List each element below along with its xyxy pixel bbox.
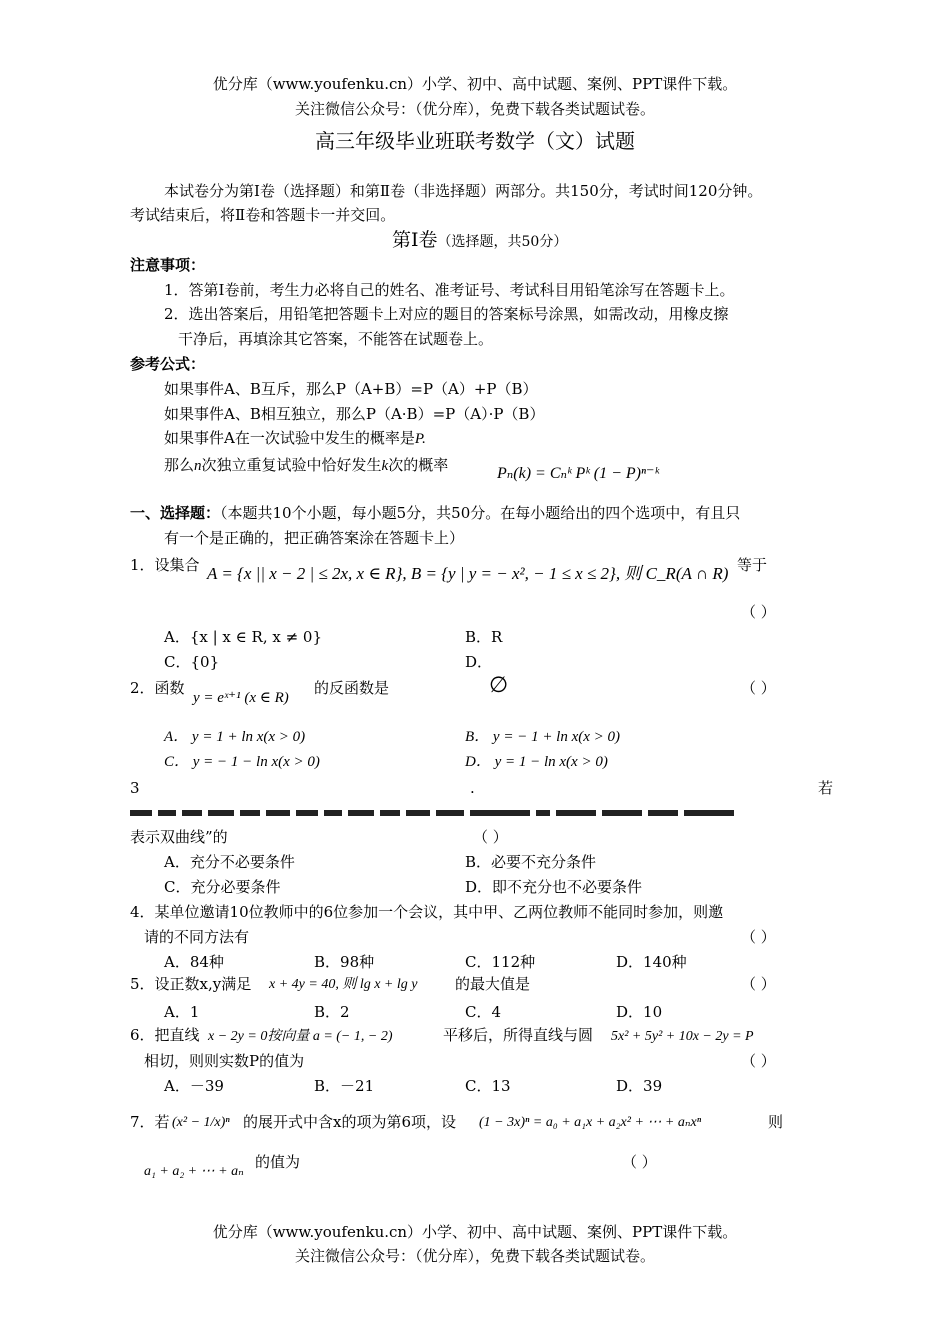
q3-dot: .	[470, 779, 475, 797]
formula-4-k: k	[381, 458, 389, 474]
q4-option-d: D．140种	[616, 953, 687, 971]
q5-option-d: D．10	[616, 1003, 663, 1021]
part1-note: （选择题，共50分）	[437, 234, 568, 250]
q4-option-b: B．98种	[314, 953, 375, 971]
q7-math-3: a₁ + a₂ + ⋯ + aₙ	[144, 1164, 244, 1179]
q3-number: 3	[130, 779, 140, 797]
formula-4-a: 那么	[164, 456, 195, 474]
section1-heading: 一、选择题：	[130, 504, 221, 522]
q4-option-a: A．84种	[164, 953, 224, 971]
page-title: 高三年级毕业班联考数学（文）试题	[315, 129, 635, 153]
q2-math: y = eˣ⁺¹ (x ∈ R)	[193, 690, 289, 706]
formula-3-p: P.	[414, 431, 426, 447]
q5-tail: 的最大值是	[455, 975, 531, 993]
q2-tail: 的反函数是	[314, 679, 390, 697]
q5-option-b: B．2	[314, 1003, 350, 1021]
formula-4-b: 次独立重复试验中恰好发生	[201, 456, 382, 474]
section1-desc-2: 有一个是正确的，把正确答案涂在答题卡上）	[164, 529, 465, 547]
formula-3	[164, 428, 426, 449]
intro-line-1: 本试卷分为第Ⅰ卷（选择题）和第Ⅱ卷（非选择题）两部分。共150分，考试时间120分钟。	[164, 182, 763, 200]
q6-option-b: B．－21	[314, 1077, 375, 1095]
header-line-1: 优分库（www.youfenku.cn）小学、初中、高中试题、案例、PPT课件下载。	[212, 75, 738, 93]
q7-math-1: (x² − 1/x)ⁿ	[172, 1115, 230, 1130]
q6-answer-paren: （ ）	[741, 1052, 776, 1070]
footer-line-2: 关注微信公众号：（优分库），免费下载各类试题试卷。	[294, 1247, 655, 1265]
q3-option-d: D．即不充分也不必要条件	[465, 878, 643, 896]
q3-answer-paren: （ ）	[473, 828, 508, 846]
q7-label: 7．若	[130, 1113, 170, 1131]
q2-option-d: D． y = 1 − ln x(x > 0)	[465, 754, 608, 770]
q1-empty-set-icon: ∅	[489, 673, 509, 698]
q3-option-c: C．充分必要条件	[164, 878, 281, 896]
formula-3-text: 如果事件A在一次试验中发生的概率是	[164, 429, 415, 447]
q2-option-b: B． y = − 1 + ln x(x > 0)	[465, 729, 621, 745]
q1-option-b: B．R	[465, 628, 503, 646]
q2-option-c: C． y = − 1 − ln x(x > 0)	[164, 754, 320, 770]
formula-2: 如果事件A、B相互独立，那么P（A·B）=P（A）·P（B）	[164, 405, 545, 423]
q2-label: 2．函数	[130, 679, 185, 697]
q1-answer-paren: （ ）	[741, 603, 776, 621]
q1-math: A = {x || x − 2 | ≤ 2x, x ∈ R}, B = {y | y = − x², − 1 ≤ x ≤ 2}, 则 C_R(A ∩ R)	[207, 564, 729, 583]
header-line-2: 关注微信公众号：（优分库），免费下载各类试题试卷。	[294, 100, 655, 118]
q3-garbled-line	[130, 803, 950, 817]
q1-option-c: C．{0}	[164, 653, 220, 671]
q6-math-2: 5x² + 5y² + 10x − 2y = P	[611, 1029, 754, 1044]
q1-option-d: D．	[465, 653, 493, 671]
q3-ruo: 若	[818, 779, 834, 797]
q5-label: 5．设正数x,y满足	[130, 975, 252, 993]
q6-option-a: A．－39	[164, 1077, 224, 1095]
q6-math-1: x − 2y = 0按向量 a = (− 1, − 2)	[208, 1029, 393, 1044]
q3-option-b: B．必要不充分条件	[465, 853, 597, 871]
q1-label: 1．设集合	[130, 556, 200, 574]
q6-option-c: C．13	[465, 1077, 511, 1095]
q6-mid: 平移后，所得直线与圆	[443, 1026, 594, 1044]
formula-4-c: 次的概率	[388, 456, 449, 474]
q3-line-2: 表示双曲线”的	[130, 828, 228, 846]
q4-line-2: 请的不同方法有	[144, 928, 250, 946]
q5-option-a: A．1	[164, 1003, 200, 1021]
q2-answer-paren: （ ）	[741, 679, 776, 697]
q1-option-a: A．{x | x ∈ R, x ≠ 0}	[164, 628, 323, 646]
notice-item-1: 1．答第Ⅰ卷前，考生力必将自己的姓名、准考证号、考试科目用铅笔涂写在答题卡上。	[164, 281, 735, 299]
q5-answer-paren: （ ）	[741, 975, 776, 993]
q4-answer-paren: （ ）	[741, 928, 776, 946]
q4-line-1: 4．某单位邀请10位教师中的6位参加一个会议，其中甲、乙两位教师不能同时参加，则邀	[130, 903, 724, 921]
q2-option-a: A． y = 1 + ln x(x > 0)	[164, 729, 306, 745]
q7-answer-paren: （ ）	[622, 1153, 657, 1171]
formula-4	[164, 455, 448, 476]
q7-mid: 的展开式中含x的项为第6项，设	[243, 1113, 457, 1131]
part1-title: 第Ⅰ卷	[392, 229, 438, 251]
notice-heading: 注意事项：	[130, 256, 206, 274]
q7-math-2: (1 − 3x)ⁿ = a₀ + a₁x + a₂x² + ⋯ + aₙxⁿ	[479, 1115, 702, 1130]
footer-line-1: 优分库（www.youfenku.cn）小学、初中、高中试题、案例、PPT课件下载。	[212, 1223, 738, 1241]
q1-tail: 等于	[737, 556, 768, 574]
q5-math: x + 4y = 40, 则 lg x + lg y	[269, 977, 418, 992]
q7-tail-2: 的值为	[255, 1153, 301, 1171]
section1-desc-1: （本题共10个小题，每小题5分，共50分。在每小题给出的四个选项中，有且只	[220, 504, 741, 522]
q6-line-2: 相切，则则实数P的值为	[144, 1052, 305, 1070]
notice-item-2a: 2．选出答案后，用铅笔把答题卡上对应的题目的答案标号涂黑，如需改动，用橡皮擦	[164, 305, 729, 323]
formula-4-n: n	[194, 458, 202, 474]
formula-4-math: Pₙ(k) = Cₙᵏ Pᵏ (1 − P)ⁿ⁻ᵏ	[497, 465, 659, 482]
q6-label: 6．把直线	[130, 1026, 200, 1044]
intro-line-2: 考试结束后，将Ⅱ卷和答题卡一并交回。	[130, 206, 396, 224]
formulas-heading: 参考公式：	[130, 355, 206, 373]
q3-option-a: A．充分不必要条件	[164, 853, 295, 871]
q4-option-c: C．112种	[465, 953, 536, 971]
q6-option-d: D．39	[616, 1077, 663, 1095]
q5-option-c: C．4	[465, 1003, 502, 1021]
notice-item-2b: 干净后，再填涂其它答案，不能答在试题卷上。	[178, 330, 494, 348]
formula-1: 如果事件A、B互斥，那么P（A+B）=P（A）+P（B）	[164, 380, 538, 398]
q7-tail: 则	[768, 1113, 784, 1131]
part1-heading	[392, 230, 567, 252]
section1-line-1	[130, 503, 740, 523]
